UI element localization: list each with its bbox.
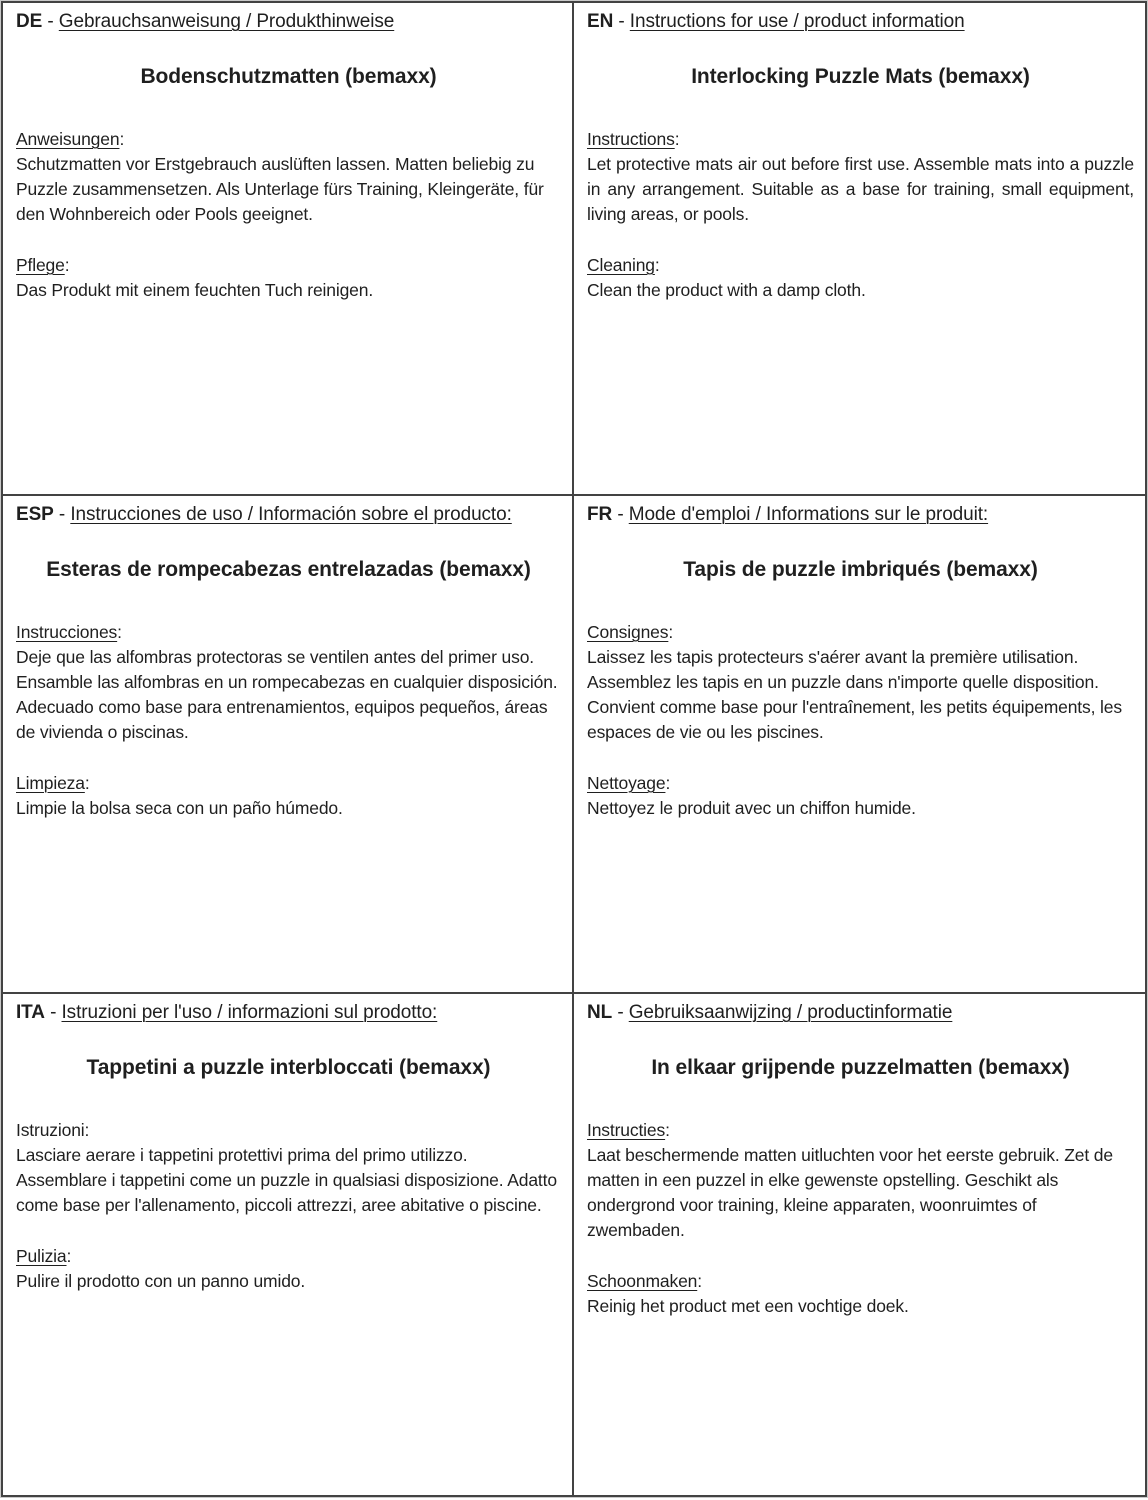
- cell-header-esp: [16, 502, 540, 528]
- section-label: [587, 1269, 1134, 1294]
- section-label-colon: :: [697, 1271, 702, 1291]
- product-title: Tapis de puzzle imbriqués (bemaxx): [683, 558, 1038, 581]
- section-label-colon: :: [668, 622, 674, 642]
- header-text: Gebrauchsanweisung / Produkthinweise: [58, 11, 395, 32]
- section-label-text: Istruzioni: [16, 1120, 85, 1140]
- language-code: ITA: [16, 1002, 45, 1023]
- section-body: Clean the product with a damp cloth.: [587, 280, 866, 300]
- section-body: Das Produkt mit einem feuchten Tuch reinigen.: [16, 280, 374, 300]
- section-label-text: Anweisungen: [16, 129, 120, 149]
- cell-header-de: [16, 9, 561, 35]
- section-label-colon: :: [665, 773, 671, 793]
- section-body: Laissez les tapis protecteurs s'aérer avant la première utilisation. Assemblez les tapis en un puzzle dans n'importe quelle disposition. Convient comme base pour l'entraînement, les petits équipements, les espaces de vie ou les piscines.: [587, 647, 1122, 742]
- cell-en: [574, 3, 1145, 496]
- section-label-text: Schoonmaken: [587, 1271, 698, 1291]
- section-body: Deje que las alfombras protectoras se ventilen antes del primer uso. Ensamble las alfombras en un rompecabezas en cualquier disposición. Adecuado como base para entrenamientos, equipos pequeños, áreas de vivienda o piscinas.: [16, 647, 558, 742]
- section-label: [16, 1244, 561, 1269]
- cell-fr: [574, 496, 1145, 994]
- section-label: [16, 127, 561, 152]
- cell-header-ita: [16, 1000, 561, 1026]
- section-label: [587, 127, 1134, 152]
- section-label-text: Limpieza: [16, 773, 85, 793]
- instruction-sheet: [1, 1, 1147, 1497]
- header-text: Instrucciones de uso / Información sobre el producto:: [70, 504, 512, 525]
- header-text: Instructions for use / product information: [629, 11, 965, 32]
- section-label-colon: :: [117, 622, 122, 642]
- section-body: Nettoyez le produit avec un chiffon humide.: [587, 798, 916, 818]
- section-body: Limpie la bolsa seca con un paño húmedo.: [16, 798, 343, 818]
- cell-header-nl: [587, 1000, 1134, 1026]
- header-text: Gebruiksaanwijzing / productinformatie: [628, 1002, 953, 1023]
- section-label: [587, 620, 1134, 645]
- cell-de: [3, 3, 574, 496]
- header-dash: -: [42, 11, 59, 32]
- section-label-colon: :: [84, 773, 90, 793]
- product-title: Esteras de rompecabezas entrelazadas (bemaxx): [46, 558, 531, 581]
- section-label: [587, 771, 1134, 796]
- section-label: [16, 771, 561, 796]
- product-title: Bodenschutzmatten (bemaxx): [140, 65, 437, 88]
- cell-ita: [3, 994, 574, 1495]
- section-label-colon: :: [654, 255, 660, 275]
- header-text: Mode d'emploi / Informations sur le produit:: [628, 504, 989, 525]
- section-body: Pulire il prodotto con un panno umido.: [16, 1271, 306, 1291]
- cell-nl: [574, 994, 1145, 1495]
- language-code: ESP: [16, 504, 54, 525]
- product-title: Tappetini a puzzle interbloccati (bemaxx): [86, 1056, 491, 1079]
- language-code: DE: [16, 11, 43, 32]
- section-label-text: Instructies: [587, 1120, 666, 1140]
- section-label: [16, 620, 561, 645]
- section-label-colon: :: [119, 129, 125, 149]
- section-label-colon: :: [66, 1246, 72, 1266]
- section-body: Let protective mats air out before first use. Assemble mats into a puzzle in any arrangement. Suitable as a base for training, small equipment, living areas, or pools.: [587, 154, 1134, 224]
- section-label-colon: :: [674, 129, 680, 149]
- section-label-colon: :: [64, 255, 70, 275]
- product-title: Interlocking Puzzle Mats (bemaxx): [691, 65, 1030, 88]
- section-label-colon: :: [665, 1120, 670, 1140]
- language-code: NL: [587, 1002, 613, 1023]
- section-label: [587, 1118, 1134, 1143]
- language-code: FR: [587, 504, 613, 525]
- header-dash: -: [44, 1002, 62, 1023]
- section-body: Reinig het product met een vochtige doek.: [587, 1296, 909, 1316]
- header-text: Istruzioni per l'uso / informazioni sul prodotto:: [61, 1002, 438, 1023]
- section-label-text: Instructions: [587, 129, 675, 149]
- section-label: [16, 253, 561, 278]
- cell-esp: [3, 496, 574, 994]
- section-label-text: Instrucciones: [16, 622, 118, 642]
- section-label-colon: :: [84, 1120, 90, 1140]
- section-label-text: Pulizia: [16, 1246, 67, 1266]
- section-label-text: Cleaning: [587, 255, 655, 275]
- header-dash: -: [613, 11, 630, 32]
- section-label-text: Pflege: [16, 255, 65, 275]
- section-body: Laat beschermende matten uitluchten voor het eerste gebruik. Zet de matten in een puzzel in elke gewenste opstelling. Geschikt als ondergrond voor training, kleine apparaten, woonruimtes of zwembaden.: [587, 1145, 1113, 1240]
- product-title: In elkaar grijpende puzzelmatten (bemaxx): [651, 1056, 1070, 1079]
- section-label: [587, 253, 1134, 278]
- cell-header-en: [587, 9, 1134, 35]
- section-label-text: Consignes: [587, 622, 669, 642]
- section-label-text: Nettoyage: [587, 773, 666, 793]
- section-body: Lasciare aerare i tappetini protettivi prima del primo utilizzo. Assemblare i tappetini come un puzzle in qualsiasi disposizione. Adatto come base per l'allenamento, piccoli attrezzi, aree abitative o piscine.: [16, 1145, 557, 1215]
- header-dash: -: [612, 504, 629, 525]
- cell-header-fr: [587, 502, 1134, 528]
- section-body: Schutzmatten vor Erstgebrauch auslüften lassen. Matten beliebig zu Puzzle zusammensetzen. Als Unterlage fürs Training, Kleingeräte, für den Wohnbereich oder Pools geeignet.: [16, 154, 544, 224]
- language-code: EN: [587, 11, 614, 32]
- section-label: [16, 1118, 561, 1143]
- header-dash: -: [53, 504, 71, 525]
- header-dash: -: [612, 1002, 629, 1023]
